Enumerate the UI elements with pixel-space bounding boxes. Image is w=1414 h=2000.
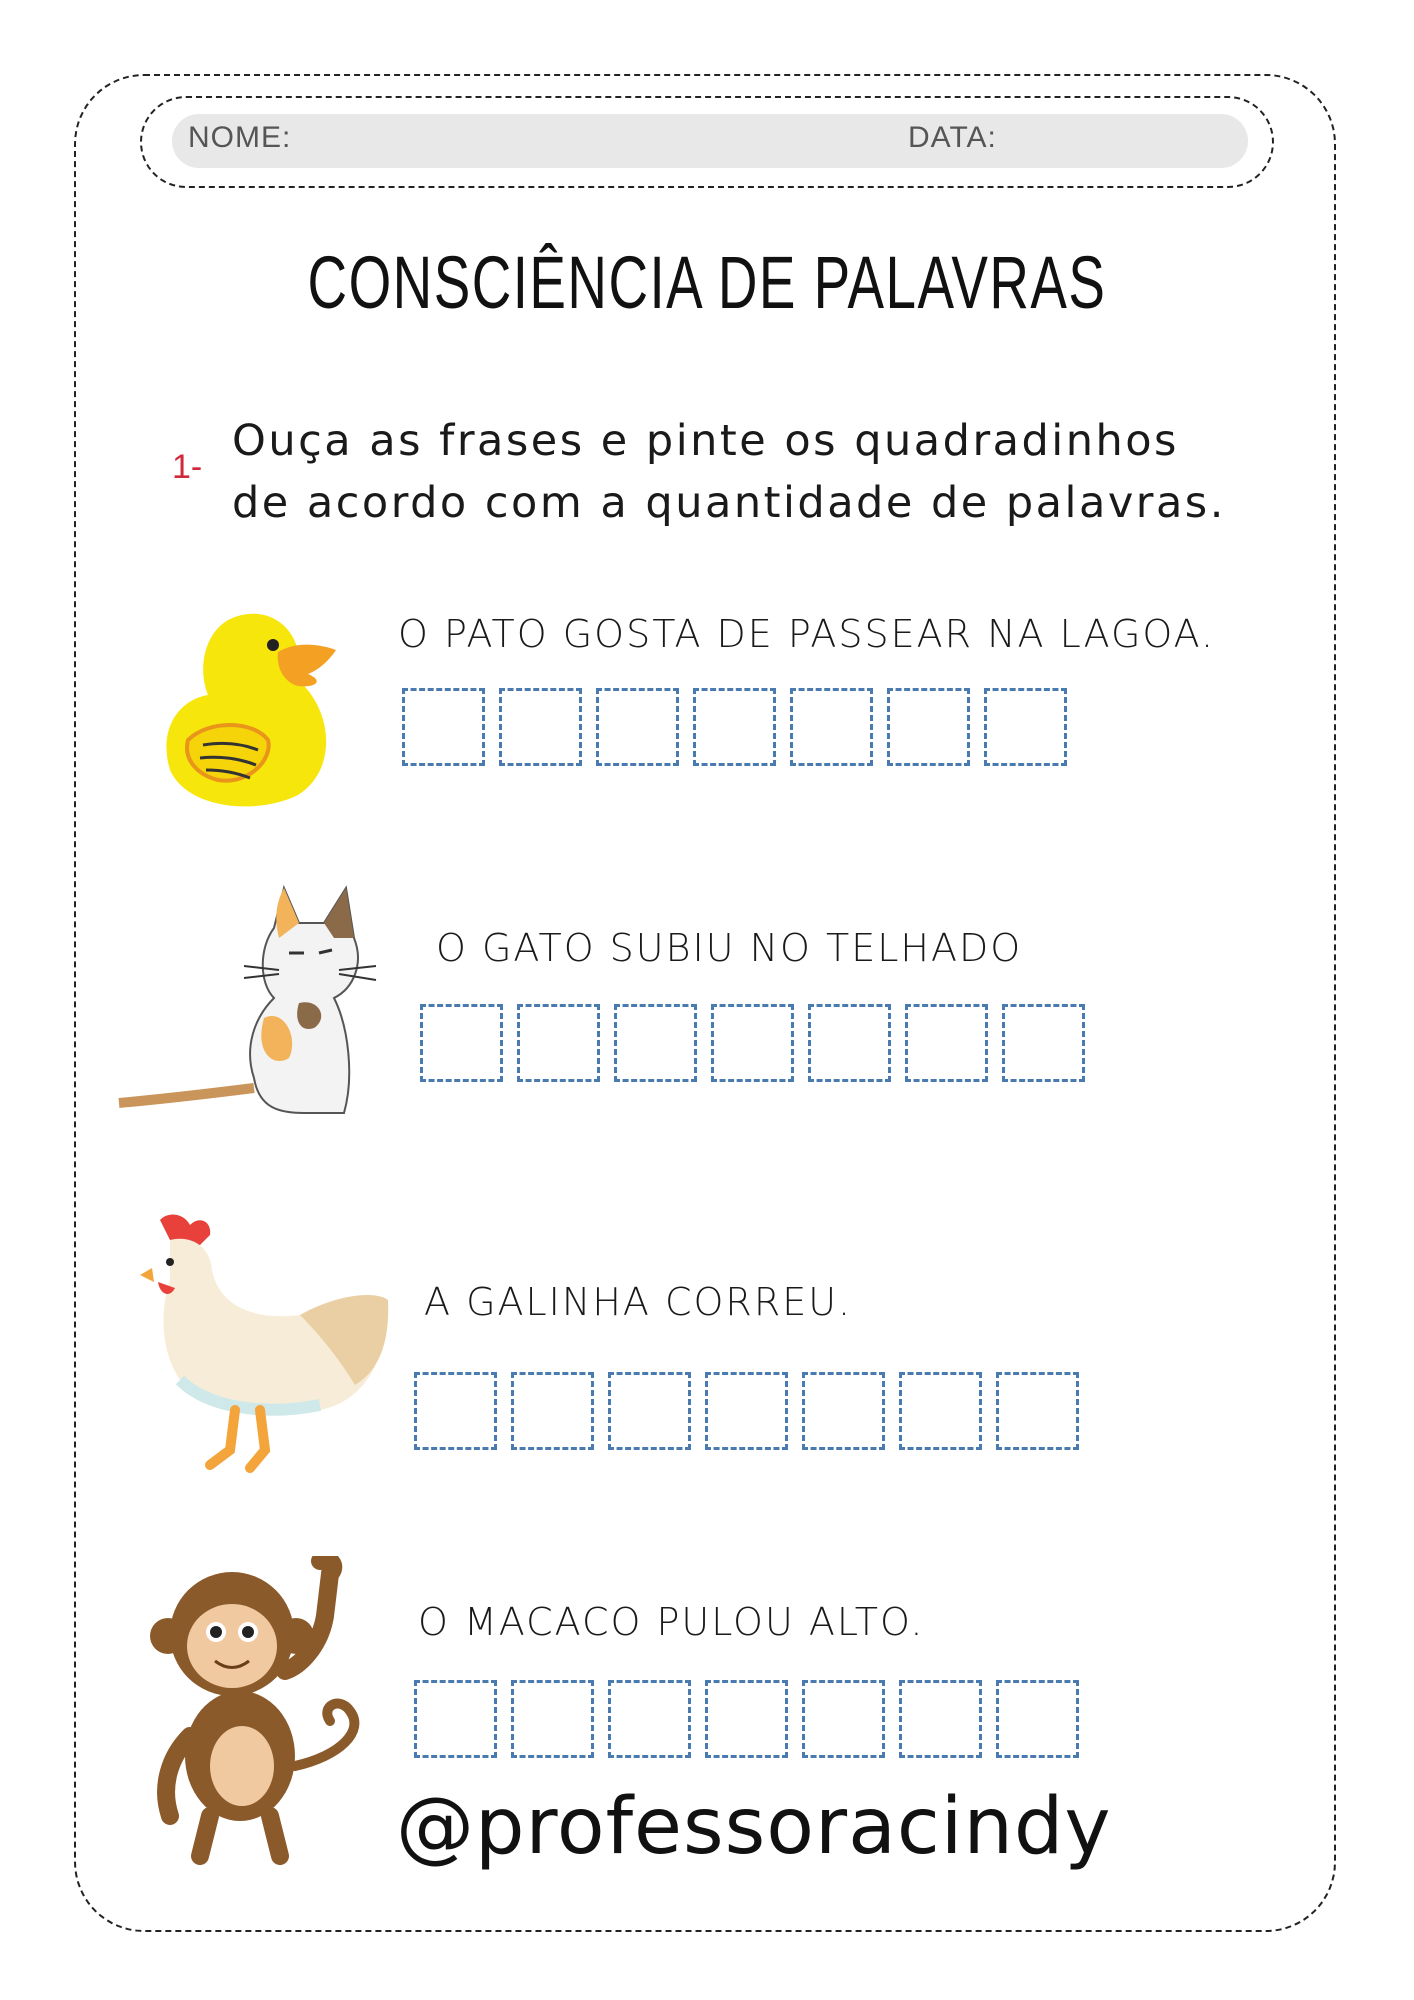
word-box[interactable] [905, 1004, 988, 1082]
word-box[interactable] [511, 1372, 594, 1450]
word-box[interactable] [996, 1680, 1079, 1758]
word-box[interactable] [614, 1004, 697, 1082]
sentence-4: O MACACO PULOU ALTO. [418, 1600, 925, 1644]
sentence-2: O GATO SUBIU NO TELHADO [436, 926, 1023, 970]
word-box[interactable] [711, 1004, 794, 1082]
word-box[interactable] [499, 688, 582, 766]
name-label: NOME: [188, 121, 292, 154]
word-box[interactable] [996, 1372, 1079, 1450]
sentence-1: O PATO GOSTA DE PASSEAR NA LAGOA. [398, 612, 1216, 656]
word-box[interactable] [808, 1004, 891, 1082]
word-box[interactable] [790, 688, 873, 766]
word-box[interactable] [802, 1680, 885, 1758]
word-box[interactable] [705, 1372, 788, 1450]
hen-icon [140, 1210, 390, 1478]
word-box[interactable] [608, 1680, 691, 1758]
sentence-3: A GALINHA CORREU. [424, 1280, 853, 1324]
word-box[interactable] [414, 1680, 497, 1758]
word-boxes-3 [414, 1372, 1079, 1450]
word-box[interactable] [693, 688, 776, 766]
word-box[interactable] [608, 1372, 691, 1450]
word-box[interactable] [511, 1680, 594, 1758]
instruction-line-1: Ouça as frases e pinte os quadradinhos [232, 416, 1179, 466]
name-date-bar [172, 114, 1248, 168]
monkey-icon [150, 1556, 380, 1876]
word-box[interactable] [420, 1004, 503, 1082]
word-box[interactable] [984, 688, 1067, 766]
word-box[interactable] [899, 1680, 982, 1758]
instruction-line-2: de acordo com a quantidade de palavras. [232, 478, 1226, 528]
word-box[interactable] [887, 688, 970, 766]
date-label: DATA: [908, 121, 997, 154]
word-box[interactable] [517, 1004, 600, 1082]
word-box[interactable] [596, 688, 679, 766]
author-handle: @professoracindy [396, 1782, 1112, 1872]
word-box[interactable] [402, 688, 485, 766]
duck-icon [158, 600, 340, 812]
page-title: CONSCIÊNCIA DE PALAVRAS [307, 241, 1107, 324]
word-box[interactable] [705, 1680, 788, 1758]
word-box[interactable] [1002, 1004, 1085, 1082]
question-number: 1- [172, 448, 203, 486]
word-box[interactable] [802, 1372, 885, 1450]
word-boxes-1 [402, 688, 1067, 766]
word-box[interactable] [899, 1372, 982, 1450]
word-box[interactable] [414, 1372, 497, 1450]
question-instruction [232, 410, 1226, 534]
word-boxes-2 [420, 1004, 1085, 1082]
word-boxes-4 [414, 1680, 1079, 1758]
cat-icon [114, 878, 380, 1126]
